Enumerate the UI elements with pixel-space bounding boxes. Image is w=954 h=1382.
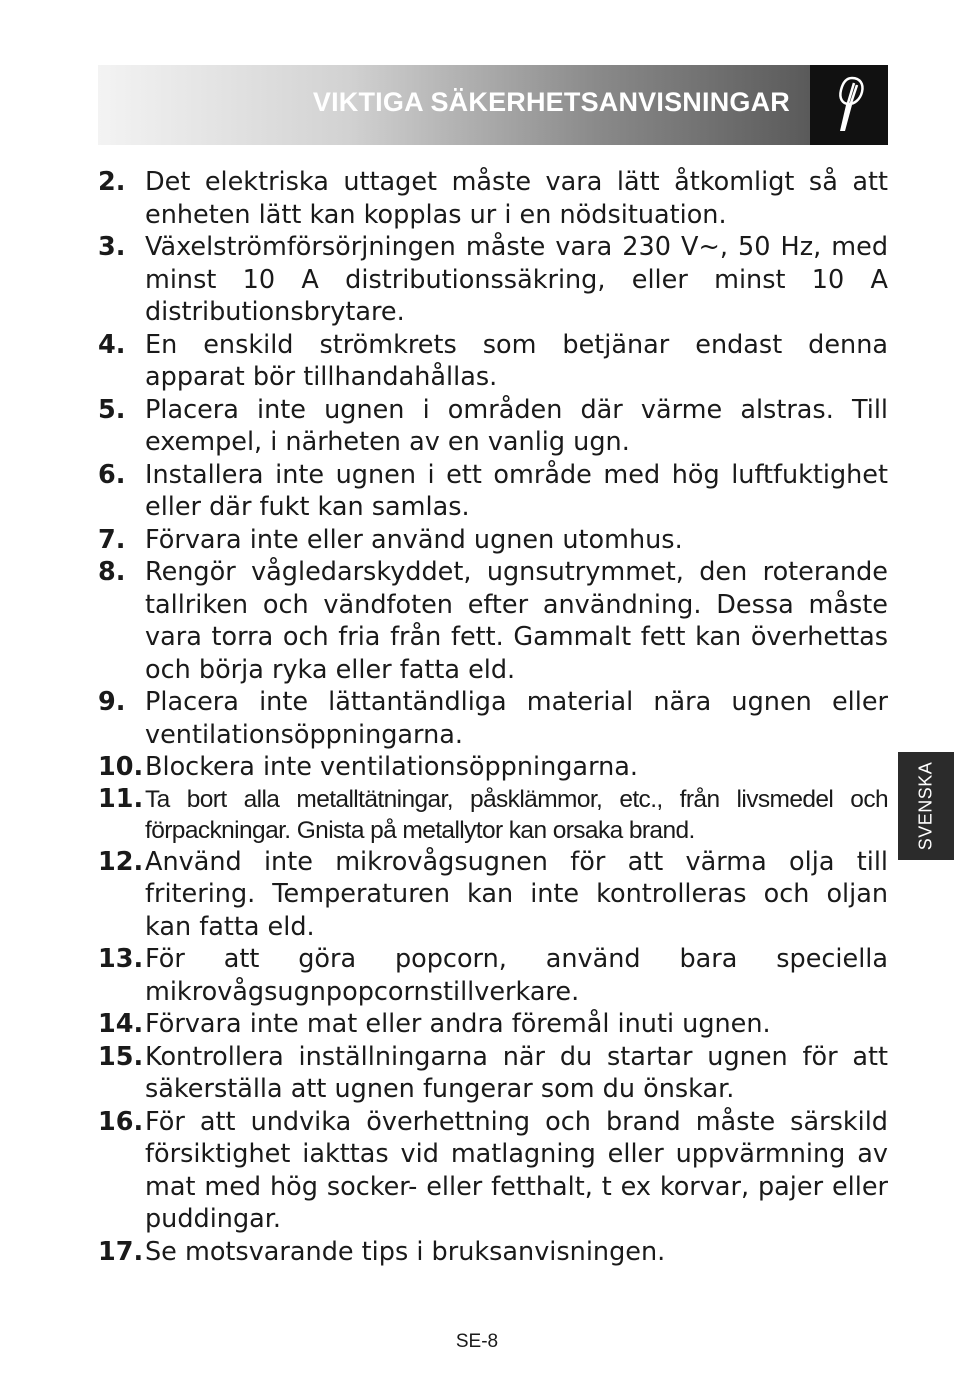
list-item — [98, 524, 888, 557]
list-item — [98, 1236, 888, 1269]
item-number: 13. — [98, 944, 144, 974]
item-number: 9. — [98, 687, 126, 717]
item-text: Kontrollera inställningarna när du startar ugnen för att säkerställa att ugnen fungerar som du önskar. — [145, 1041, 888, 1104]
list-item — [98, 846, 888, 944]
section-header — [98, 65, 810, 145]
item-number: 3. — [98, 232, 126, 262]
item-text: Se motsvarande tips i bruksanvisningen. — [145, 1236, 666, 1267]
item-text: Placera inte lättantändliga material nära ugnen eller ventilationsöppningarna. — [145, 687, 888, 750]
item-text: Växelströmförsörjningen måste vara 230 V~, 50 Hz, med minst 10 A distributionssäkring, eller minst 10 A distributionsbrytare. — [145, 232, 888, 327]
list-item — [98, 686, 888, 751]
item-number: 5. — [98, 394, 126, 425]
item-text: Använd inte mikrovågsugnen för att värma olja till fritering. Temperaturen kan inte kontrolleras och oljan kan fatta eld. — [145, 846, 888, 942]
info-icon — [832, 75, 866, 135]
section-title: VIKTIGA SÄKERHETSANVISNINGAR — [312, 87, 790, 117]
item-number: 11. — [98, 783, 144, 814]
list-item — [98, 1041, 888, 1106]
safety-instructions-list — [98, 166, 888, 1268]
item-text: Förvara inte eller använd ugnen utomhus. — [145, 524, 683, 555]
page-number: SE-8 — [455, 1331, 499, 1352]
list-item — [98, 166, 888, 231]
item-number: 6. — [98, 459, 126, 490]
list-item — [98, 231, 888, 329]
item-number: 14. — [98, 1009, 144, 1039]
item-number: 10. — [98, 752, 144, 782]
item-number: 17. — [98, 1236, 144, 1267]
list-item — [98, 394, 888, 459]
list-item — [98, 1106, 888, 1236]
item-number: 2. — [98, 167, 126, 197]
item-number: 8. — [98, 557, 126, 587]
item-number: 16. — [98, 1106, 144, 1137]
item-text: Det elektriska uttaget måste vara lätt åtkomligt så att enheten lätt kan kopplas ur i en nödsituation. — [145, 167, 888, 230]
item-text: En enskild strömkrets som betjänar endast denna apparat bör tillhandahållas. — [145, 329, 888, 392]
item-text: Placera inte ugnen i områden där värme alstras. Till exempel, i närheten av en vanlig ugn. — [145, 394, 888, 457]
item-text: Förvara inte mat eller andra föremål inuti ugnen. — [145, 1009, 771, 1039]
list-item — [98, 751, 888, 784]
item-number: 7. — [98, 524, 126, 555]
list-item — [98, 1008, 888, 1041]
language-tab — [898, 752, 954, 860]
language-tab-label: SVENSKA — [915, 761, 936, 851]
list-item — [98, 556, 888, 686]
item-text: Installera inte ugnen i ett område med hög luftfuktighet eller där fukt kan samlas. — [145, 459, 888, 522]
item-number: 15. — [98, 1041, 144, 1072]
item-text: Ta bort alla metalltätningar, påsklämmor, etc., från livsmedel och förpackningar. Gnista på metallytor kan orsaka brand. — [145, 785, 888, 844]
list-item — [98, 459, 888, 524]
list-item — [98, 943, 888, 1008]
item-text: För att undvika överhettning och brand måste särskild försiktighet iakttas vid matlagning eller uppvärmning av mat med hög socker- eller fetthalt, t ex korvar, pajer eller puddingar. — [145, 1106, 888, 1234]
item-text: För att göra popcorn, använd bara speciella mikrovågsugnpopcornstillverkare. — [145, 944, 888, 1007]
item-number: 12. — [98, 846, 144, 877]
item-number: 4. — [98, 329, 126, 360]
item-text: Rengör vågledarskyddet, ugnsutrymmet, den roterande tallriken och vändfoten efter användning. Dessa måste vara torra och fria från fett. Gammalt fett kan överhettas och börja ryka eller fatta eld. — [145, 557, 888, 685]
info-icon-box — [810, 65, 888, 145]
list-item — [98, 784, 888, 846]
list-item — [98, 329, 888, 394]
item-text: Blockera inte ventilationsöppningarna. — [145, 752, 638, 782]
